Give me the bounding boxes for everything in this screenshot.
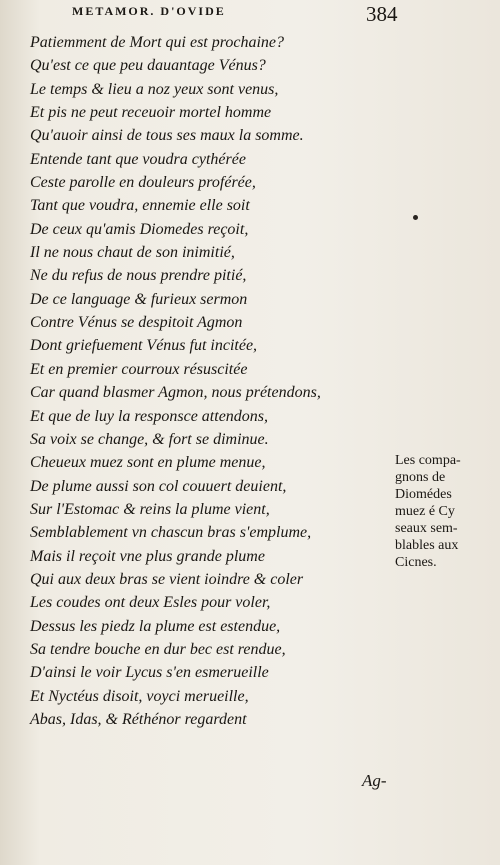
verse-line: De ce language & furieux sermon (30, 290, 248, 308)
verse-line: Qui aux deux bras se vient ioindre & coler (30, 570, 304, 588)
verse-line: Dont griefuement Vénus fut incitée, (30, 337, 258, 355)
verse-line: Et que de luy la responsce attendons, (30, 407, 269, 425)
verse-line: Entende tant que voudra cythérée (30, 150, 246, 168)
verse-line: Les coudes ont deux Esles pour voler, (30, 594, 271, 612)
running-title: METAMOR. D'OVIDE (72, 4, 226, 18)
verse-line: Tant que voudra, ennemie elle soit (30, 197, 250, 215)
verse-line: Semblablement vn chascun bras s'emplume, (30, 524, 312, 542)
verse-line: Et pis ne peut receuoir mortel homme (30, 104, 272, 122)
verse-line: Mais il reçoit vne plus grande plume (30, 547, 265, 565)
verse-line: Dessus les piedz la plume est estendue, (30, 617, 281, 635)
verse-text (30, 31, 375, 731)
verse-line: Et en premier courroux résuscitée (30, 360, 248, 378)
margin-note: Les compa- gnons de Diomédes muez é Cy seaux sem- blables aux Cicnes. (395, 453, 461, 570)
verse-line: Ne du refus de nous prendre pitié, (30, 267, 247, 285)
verse-line: Sa voix se change, & fort se diminue. (30, 430, 269, 448)
ink-dot-mark (413, 215, 418, 220)
verse-line: Contre Vénus se despitoit Agmon (30, 314, 243, 332)
verse-line: Il ne nous chaut de son inimitié, (30, 244, 235, 262)
verse-line: Patiemment de Mort qui est prochaine? (30, 34, 285, 51)
verse-line: De plume aussi son col couuert deuient, (30, 477, 287, 495)
verse-line: Abas, Idas, & Réthénor regardent (30, 710, 247, 728)
page-number: 384 (366, 2, 398, 26)
verse-line: Qu'auoir ainsi de tous ses maux la somme. (30, 127, 304, 145)
catchword: Ag- (362, 771, 387, 790)
verse-line: De ceux qu'amis Diomedes reçoit, (30, 220, 249, 238)
verse-line: Qu'est ce que peu dauantage Vénus? (30, 57, 266, 75)
verse-line: Cheueux muez sont en plume menue, (30, 454, 266, 472)
verse-line: Et Nyctéus disoit, voyci merueille, (30, 687, 249, 705)
verse-line: Le temps & lieu a noz yeux sont venus, (30, 80, 279, 98)
verse-line: Car quand blasmer Agmon, nous prétendons, (30, 384, 321, 402)
verse-line: Ceste parolle en douleurs proférée, (30, 174, 256, 192)
verse-line: D'ainsi le voir Lycus s'en esmerueille (30, 664, 269, 682)
verse-line: Sur l'Estomac & reins la plume vient, (30, 500, 270, 518)
verse-line: Sa tendre bouche en dur bec est rendue, (30, 640, 286, 658)
